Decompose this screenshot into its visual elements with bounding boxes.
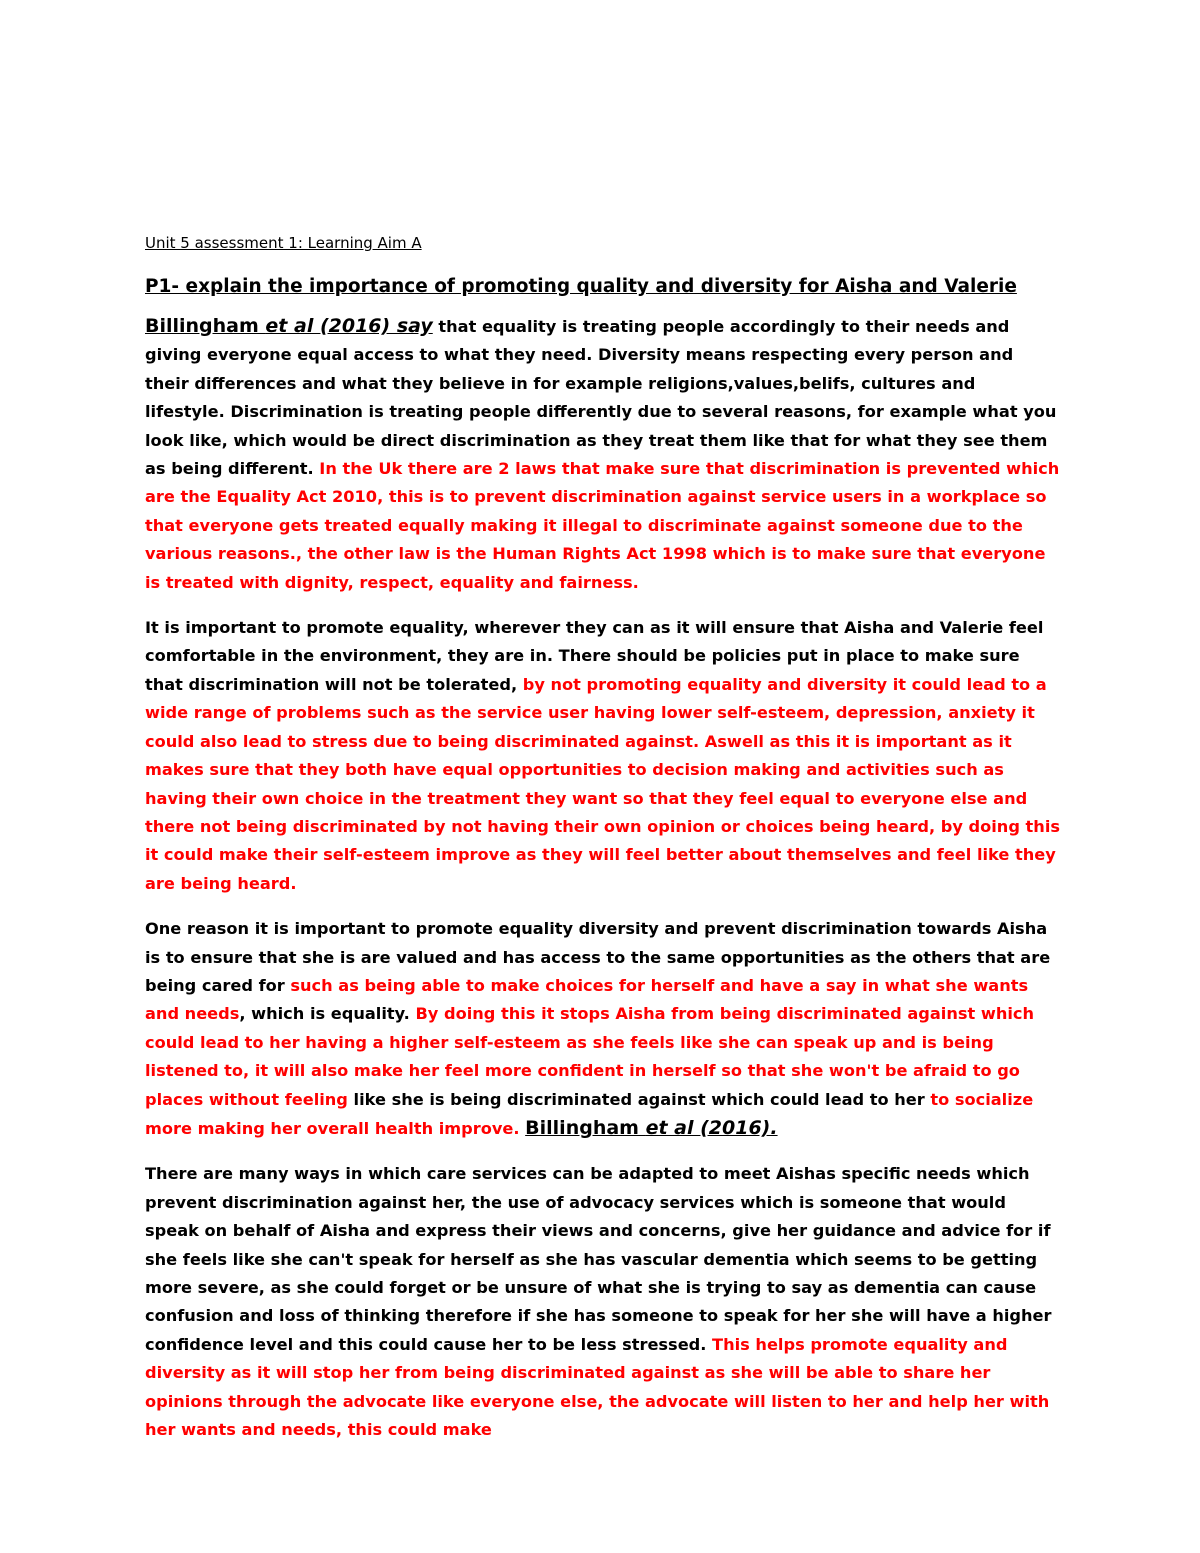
paragraph-text: like she is being discriminated against which could lead to her xyxy=(353,1089,931,1109)
citation-author: Billingham xyxy=(525,1116,646,1139)
paragraph-importance xyxy=(145,614,1060,898)
paragraph-text: It is important to promote equality, wherever they can as it will ensure that Aisha and Valerie feel comfortable in the environment, they are in. There should be policies put in place to make sure that discrimination will not be tolerated, xyxy=(145,618,1044,694)
paragraph-highlight: In the Uk there are 2 laws that make sure that discrimination is prevented which are the Equality Act 2010, this is to prevent discrimination against service users in a workplace so that everyone gets treated equally making it illegal to discriminate against someone due to the various reasons., the other law is the Human Rights Act 1998 which is to make sure that everyone is treated with dignity, respect, equality and fairness. xyxy=(145,459,1060,592)
paragraph-highlight: such as being able to make choices for herself and have a say in what she wants and needs xyxy=(145,975,1029,1024)
paragraph-definitions xyxy=(145,312,1060,597)
document-title: Unit 5 assessment 1: Learning Aim A xyxy=(145,234,422,252)
paragraph-text: that equality is treating people accordingly to their needs and giving everyone equal access to what they need. Diversity means respecting every person and their differences and what they believe in for example religions,values,belifs, cultures and lifestyle. Discrimination is treating people differently due to several reasons, for example what you look like, which would be direct discrimination as they treat them like that for what they see them as being different. xyxy=(145,317,1057,479)
paragraph-adaptations xyxy=(145,1160,1060,1444)
citation-inline xyxy=(525,1117,777,1139)
question-heading: P1- explain the importance of promoting quality and diversity for Aisha and Valerie xyxy=(145,276,1017,297)
citation-etal: et al (2016). xyxy=(645,1116,778,1139)
paragraph-highlight: By doing this it stops Aisha from being discriminated against which could lead to her having a higher self-esteem as she feels like she can speak up and is being listened to, it will also make her feel more confident in herself so that she won't be afraid to go places without feeling xyxy=(145,1004,1035,1109)
citation-inline xyxy=(145,315,433,337)
paragraph-highlight: This helps promote equality and diversity as it will stop her from being discriminated against as she will be able to share her opinions through the advocate like everyone else, the advocate will listen to her and help her with her wants and needs, this could make xyxy=(145,1334,1050,1440)
paragraph-text: One reason it is important to promote equality diversity and prevent discrimination towards Aisha is to ensure that she is are valued and has access to the same opportunities as the others that are being cared for xyxy=(145,919,1051,995)
citation-author: Billingham xyxy=(145,315,266,337)
document-page xyxy=(145,232,1060,1461)
paragraph-text: , which is equality. xyxy=(239,1004,416,1024)
paragraph-text: There are many ways in which care services can be adapted to meet Aishas specific needs which prevent discrimination against her, the use of advocacy services which is someone that would speak on behalf of Aisha and express their views and concerns, give her guidance and advice for if she feels like she can't speak for herself as she has vascular dementia which seems to be getting more severe, as she could forget or be unsure of what she is trying to say as dementia can cause confusion and loss of thinking therefore if she has someone to speak for her she will have a higher confidence level and this could cause her to be less stressed. xyxy=(145,1164,1052,1354)
citation-etal: et al (2016) say xyxy=(265,315,433,337)
paragraph-highlight: by not promoting equality and diversity it could lead to a wide range of problems such as the service user having lower self-esteem, depression, anxiety it could also lead to stress due to being discriminated against. Aswell as this it is important as it makes sure that they both have equal opportunities to decision making and activities such as having their own choice in the treatment they want so that they feel equal to everyone else and there not being discriminated by not having their own opinion or choices being heard, by doing this it could make their self-esteem improve as they will feel better about themselves and feel like they are being heard. xyxy=(145,674,1061,893)
paragraph-highlight: to socialize more making her overall health improve. xyxy=(145,1089,1034,1138)
paragraph-aisha-reason xyxy=(145,915,1060,1143)
